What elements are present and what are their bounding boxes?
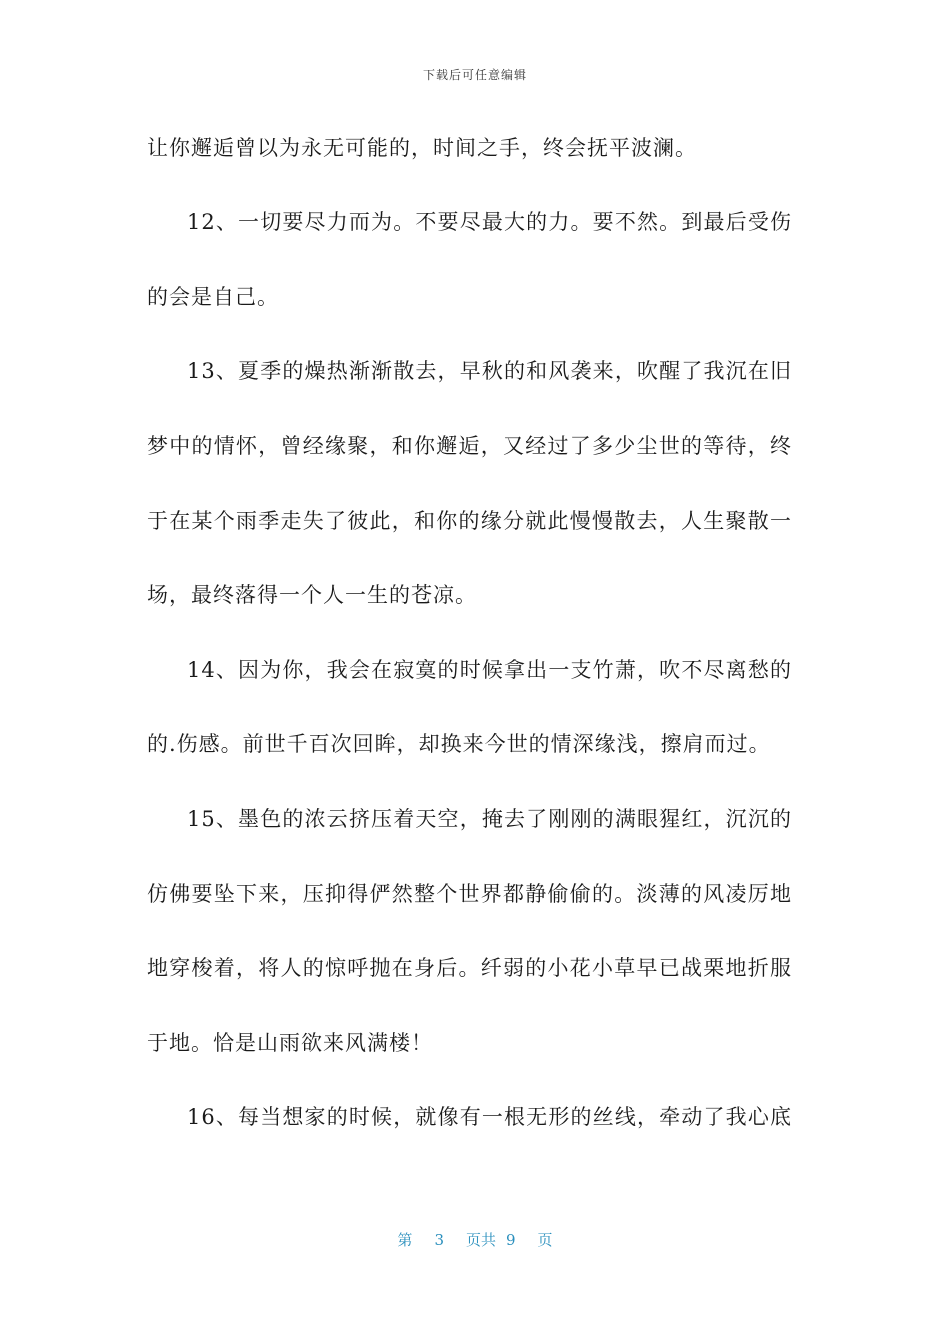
- footer-current-page: 3: [434, 1231, 444, 1249]
- paragraph-start-line: 12、一切要尽力而为。不要尽最大的力。要不然。到最后受伤: [187, 210, 792, 234]
- text-line: 梦中的情怀，曾经缘聚，和你邂逅，又经过了多少尘世的等待，终: [147, 434, 792, 458]
- paragraph-start-line: 15、墨色的浓云挤压着天空，掩去了刚刚的满眼猩红，沉沉的: [187, 807, 792, 831]
- text-line: 于地。恰是山雨欲来风满楼！: [147, 1031, 433, 1055]
- text-line: 仿佛要坠下来，压抑得俨然整个世界都静偷偷的。淡薄的风凌厉地: [147, 882, 792, 906]
- page-header-note: 下载后可任意编辑: [422, 68, 527, 82]
- paragraph-start-line: 13、夏季的燥热渐渐散去，早秋的和风袭来，吹醒了我沉在旧: [187, 359, 792, 383]
- text-line: 地穿梭着，将人的惊呼抛在身后。纤弱的小花小草早已战栗地折服: [147, 956, 792, 980]
- text-line: 场，最终落得一个人一生的苍凉。: [147, 583, 477, 607]
- footer-total-pages: 9: [506, 1231, 516, 1249]
- footer-suffix: 页: [537, 1231, 553, 1249]
- paragraph-start-line: 14、因为你，我会在寂寞的时候拿出一支竹萧，吹不尽离愁的: [187, 658, 792, 682]
- page-footer: [0, 1229, 950, 1250]
- text-line: 让你邂逅曾以为永无可能的，时间之手，终会抚平波澜。: [147, 136, 697, 160]
- footer-middle: 页共: [465, 1231, 496, 1249]
- text-line: 于在某个雨季走失了彼此，和你的缘分就此慢慢散去，人生聚散一: [147, 509, 792, 533]
- paragraph-start-line: 16、每当想家的时候，就像有一根无形的丝线，牵动了我心底: [187, 1105, 792, 1129]
- footer-prefix: 第: [397, 1231, 413, 1249]
- text-line: 的会是自己。: [147, 285, 279, 309]
- text-line: 的.伤感。前世千百次回眸，却换来今世的情深缘浅，擦肩而过。: [147, 732, 771, 756]
